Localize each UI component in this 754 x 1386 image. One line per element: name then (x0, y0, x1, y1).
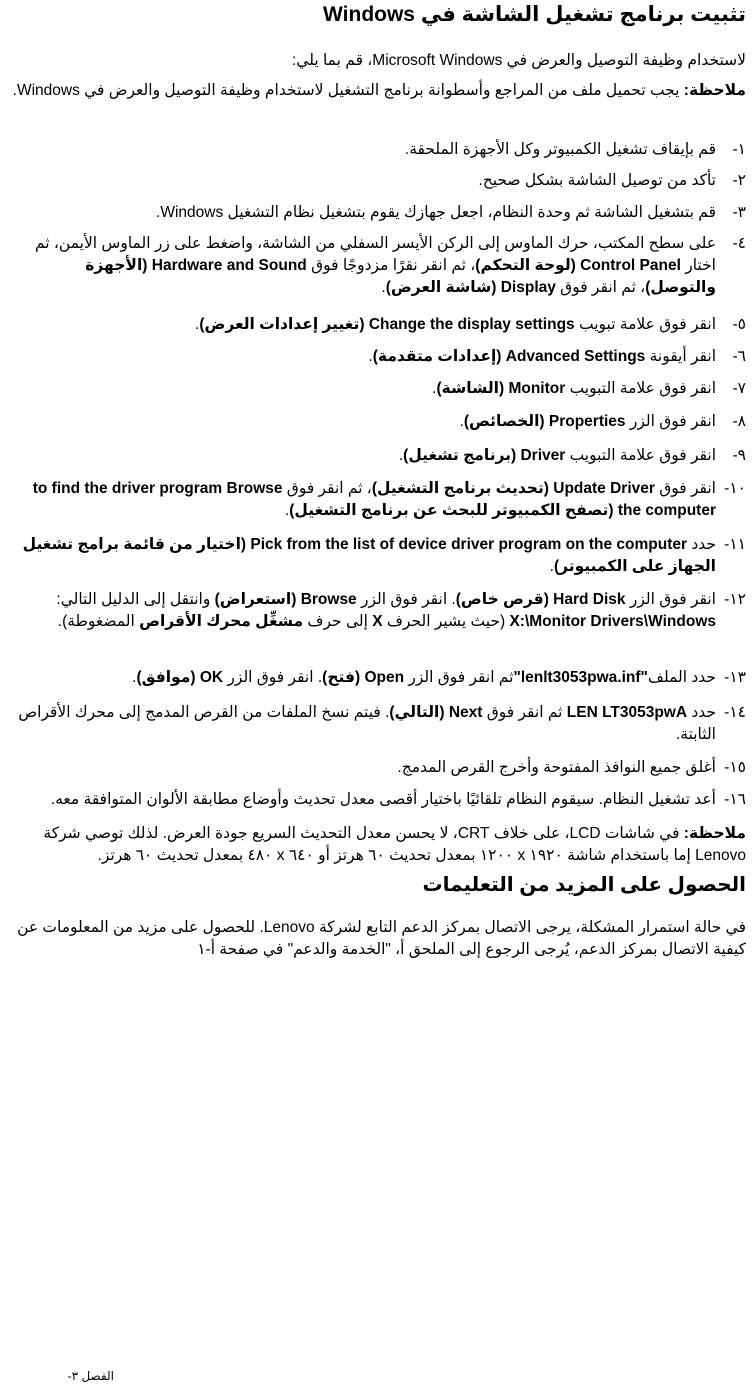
note-1 (6, 80, 746, 102)
step-text-part: (حيث يشير الحرف (382, 613, 510, 630)
step-16 (8, 789, 754, 811)
hard-disk-term: Hard Disk (قرص خاص) (455, 591, 626, 608)
step-4 (8, 233, 754, 299)
step-text-part: حدد (687, 704, 716, 721)
step-number: ١٤- (724, 704, 746, 721)
step-number: ١- (732, 141, 746, 158)
step-12 (8, 589, 754, 633)
step-text (8, 667, 716, 689)
step-text-part: انقر فوق الزر (625, 413, 716, 430)
step-number: ١٢- (724, 591, 746, 608)
display-term: Display (شاشة العرض) (385, 279, 556, 296)
step-text-part: انقر فوق علامة التبويب (565, 447, 716, 464)
step-11 (8, 534, 754, 578)
inf-filename: "lenlt3053pwa.inf" (513, 669, 648, 686)
step-6 (8, 346, 754, 368)
step-text (8, 589, 716, 633)
step-text-part: حدد (687, 536, 716, 553)
step-text-part: . (368, 348, 373, 365)
page-footer: الفصل ٣- (67, 1369, 114, 1383)
step-2 (8, 170, 754, 192)
note-2-text: في شاشات LCD، على خلاف CRT، لا يحسن معدل التحديث السريع جودة العرض. لذلك توصي شركة Lenovo إما باستخدام شاشة ١٩٢٠ x ١٢٠٠ بمعدل تحديث ٦٠ هرتز أو ٦٤٠ x ٤٨٠ بمعدل تحديث ٦٠ هرتز. (43, 825, 746, 864)
step-14 (8, 702, 754, 746)
step-text-part: . فيتم نسخ الملفات من القرص المدمج إلى محرك الأقراص الثابتة. (18, 704, 716, 743)
optical-drive-term: مشغِّل محرك الأقراص (139, 613, 304, 630)
step-text (8, 445, 716, 467)
step-text-part: حدد الملف (647, 669, 716, 686)
note-1-label: ملاحظة: (683, 82, 746, 99)
step-text-part: وانتقل إلى الدليل التالي: (56, 591, 215, 608)
support-paragraph: في حالة استمرار المشكلة، يرجى الاتصال بمركز الدعم التابع لشركة Lenovo. للحصول على مزيد من المعلومات عن كيفية الاتصال بمركز الدعم، يُرجى الرجوع إلى الملحق أ، "الخدمة والدعم" في صفحة أ-١ (17, 919, 746, 958)
monitor-model-term: LEN LT3053pwA (566, 704, 688, 721)
next-term: Next (التالي) (389, 704, 483, 721)
step-text-part: . (284, 502, 290, 519)
update-driver-term: Update Driver (تحديث برنامج التشغيل) (371, 480, 655, 497)
step-number: ١٦- (724, 791, 746, 808)
step-number: ١٥- (724, 759, 746, 776)
step-text-part: . (549, 558, 554, 575)
step-text-part: انقر أيقونة (645, 348, 716, 365)
pick-from-list-term: Pick from the list of device driver program on the computer (اختيار من قائمة برامج تشغيل الجهاز على الكمبيوتر) (22, 536, 716, 575)
driver-term: Driver (برنامج تشغيل) (403, 447, 566, 464)
step-5 (8, 314, 754, 336)
step-text-part: انقر فوق علامة التبويب (565, 380, 716, 397)
step-13 (8, 667, 754, 689)
section-heading: الحصول على المزيد من التعليمات (422, 874, 746, 896)
step-text-part: ، ثم انقر فوق (555, 279, 646, 296)
note-2-label: ملاحظة: (683, 825, 746, 842)
step-text (8, 478, 716, 522)
step-text-part: . انقر فوق الزر (223, 669, 323, 686)
step-text (8, 702, 716, 746)
step-8 (8, 411, 754, 433)
note-1-text: يجب تحميل ملف من المراجع وأسطوانة برنامج التشغيل لاستخدام وظيفة التوصيل والعرض في Windows. (12, 82, 684, 99)
intro-paragraph: لاستخدام وظيفة التوصيل والعرض في Microsoft Windows، قم بما يلي: (291, 52, 746, 69)
step-text-part: على سطح المكتب، حرك الماوس إلى الركن الأيسر السفلي من الشاشة، واضغط على زر الماوس الأيمن، ثم اختار (34, 235, 716, 274)
step-number: ١٣- (724, 669, 746, 686)
step-number: ٧- (732, 380, 746, 397)
ok-term: OK (موافق) (136, 669, 224, 686)
step-number: ٣- (732, 204, 746, 221)
step-text-part: المضغوطة). (57, 613, 140, 630)
step-text-part: . (195, 316, 200, 333)
step-text-part: انقر فوق (654, 480, 716, 497)
step-number: ٢- (732, 172, 746, 189)
step-text: قم بتشغيل الشاشة ثم وحدة النظام، اجعل جهازك يقوم بتشغيل نظام التشغيل Windows. (156, 204, 716, 221)
step-text-part: انقر فوق علامة تبويب (574, 316, 716, 333)
step-text-part: إلى حرف (303, 613, 373, 630)
step-text-part: ثم انقر فوق (482, 704, 567, 721)
step-text-part: ثم انقر فوق الزر (404, 669, 514, 686)
step-number: ٩- (732, 447, 746, 464)
step-10 (8, 478, 754, 522)
step-text: أعد تشغيل النظام. سيقوم النظام تلقائيًا باختيار أقصى معدل تحديث وأوضاع مطابقة الألوان المتوافقة معه. (50, 791, 716, 808)
step-text-part: ، ثم انقر نقرًا مزدوجًا فوق (306, 257, 476, 274)
monitor-term: Monitor (الشاشة) (436, 380, 566, 397)
step-text (8, 534, 716, 578)
step-text (8, 346, 716, 368)
step-text-part: . انقر فوق الزر (356, 591, 456, 608)
step-text: تأكد من توصيل الشاشة بشكل صحيح. (478, 172, 716, 189)
step-text (8, 378, 716, 400)
change-display-settings-term: Change the display settings (تغيير إعدادات العرض) (199, 316, 575, 333)
step-text (8, 411, 716, 433)
step-text-part: . (459, 413, 464, 430)
note-2 (6, 823, 746, 867)
step-1 (8, 139, 754, 161)
step-text-part: . (432, 380, 437, 397)
step-text-part: . (381, 279, 386, 296)
step-15 (8, 757, 754, 779)
step-text-part: . (398, 447, 404, 464)
step-text-part: انقر فوق الزر (625, 591, 716, 608)
browse-computer-term: to find the driver program Browse the computer (تصفح الكمبيوتر للبحث عن برنامج التشغيل) (32, 480, 716, 519)
step-text: أغلق جميع النوافذ المفتوحة وأخرج القرص المدمج. (397, 759, 716, 776)
step-text (8, 233, 716, 299)
step-9 (8, 445, 754, 467)
step-number: ١٠- (724, 480, 746, 497)
browse-term: Browse (استعراض) (214, 591, 357, 608)
step-7 (8, 378, 754, 400)
step-text-part: . (132, 669, 137, 686)
step-3 (8, 202, 754, 224)
advanced-settings-term: Advanced Settings (إعدادات متقدمة) (372, 348, 646, 365)
properties-term: Properties (الخصائص) (463, 413, 626, 430)
step-number: ٨- (732, 413, 746, 430)
open-term: Open (فتح) (322, 669, 405, 686)
step-number: ٥- (732, 316, 746, 333)
driver-path: X:\Monitor Drivers\Windows (509, 613, 716, 630)
step-number: ٦- (732, 348, 746, 365)
step-text: قم بإيقاف تشغيل الكمبيوتر وكل الأجهزة الملحقة. (404, 141, 716, 158)
step-number: ١١- (724, 536, 746, 553)
step-text-part: ، ثم انقر فوق (282, 480, 372, 497)
step-text (8, 314, 716, 336)
drive-letter: X (372, 613, 383, 630)
hardware-and-sound-term: Hardware and Sound (الأجهزة والتوصل) (85, 257, 716, 296)
control-panel-term: Control Panel (لوحة التحكم) (475, 257, 681, 274)
page-title: تثبيت برنامج تشغيل الشاشة في Windows (323, 3, 746, 26)
step-number: ٤- (732, 235, 746, 252)
